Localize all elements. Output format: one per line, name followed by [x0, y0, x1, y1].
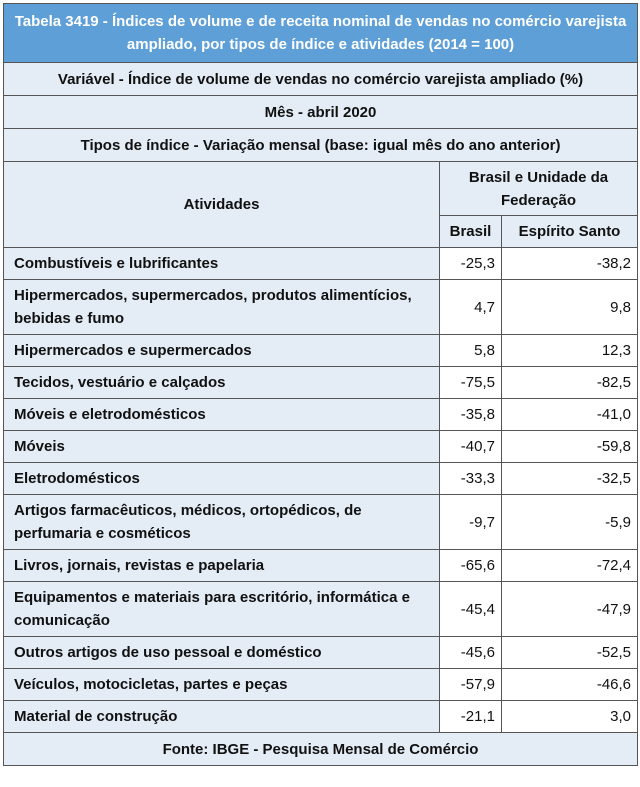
activities-header: Atividades [4, 162, 440, 248]
activity-label: Veículos, motocicletas, partes e peças [4, 669, 440, 701]
table-row [4, 367, 638, 399]
activity-label: Hipermercados, supermercados, produtos alimentícios, bebidas e fumo [4, 280, 440, 335]
espirito-santo-header: Espírito Santo [502, 216, 638, 248]
data-table [3, 3, 638, 766]
espirito-santo-value: -59,8 [502, 431, 638, 463]
espirito-santo-value: -5,9 [502, 495, 638, 550]
table-row [4, 669, 638, 701]
brasil-value: -21,1 [440, 701, 502, 733]
espirito-santo-value: -82,5 [502, 367, 638, 399]
espirito-santo-value: -46,6 [502, 669, 638, 701]
brasil-value: -45,4 [440, 582, 502, 637]
table-row [4, 637, 638, 669]
brasil-value: -35,8 [440, 399, 502, 431]
table-row [4, 582, 638, 637]
brasil-value: -65,6 [440, 550, 502, 582]
table-row [4, 463, 638, 495]
variable-label: Variável - Índice de volume de vendas no comércio varejista ampliado (%) [4, 63, 638, 96]
brasil-value: -40,7 [440, 431, 502, 463]
espirito-santo-value: -52,5 [502, 637, 638, 669]
brasil-value: -9,7 [440, 495, 502, 550]
activity-label: Hipermercados e supermercados [4, 335, 440, 367]
table-row [4, 495, 638, 550]
activity-label: Outros artigos de uso pessoal e doméstico [4, 637, 440, 669]
brasil-header: Brasil [440, 216, 502, 248]
activity-label: Material de construção [4, 701, 440, 733]
table-row [4, 399, 638, 431]
brasil-value: -57,9 [440, 669, 502, 701]
table-row [4, 335, 638, 367]
table-row [4, 280, 638, 335]
brasil-value: -45,6 [440, 637, 502, 669]
source-note: Fonte: IBGE - Pesquisa Mensal de Comércio [4, 733, 638, 766]
activity-label: Combustíveis e lubrificantes [4, 248, 440, 280]
brasil-value: 5,8 [440, 335, 502, 367]
brasil-value: -33,3 [440, 463, 502, 495]
table-row [4, 701, 638, 733]
activity-label: Livros, jornais, revistas e papelaria [4, 550, 440, 582]
activity-label: Eletrodomésticos [4, 463, 440, 495]
activity-label: Móveis e eletrodomésticos [4, 399, 440, 431]
activity-label: Tecidos, vestuário e calçados [4, 367, 440, 399]
espirito-santo-value: -41,0 [502, 399, 638, 431]
espirito-santo-value: 3,0 [502, 701, 638, 733]
activity-label: Móveis [4, 431, 440, 463]
index-type-label: Tipos de índice - Variação mensal (base: igual mês do ano anterior) [4, 129, 638, 162]
espirito-santo-value: -32,5 [502, 463, 638, 495]
espirito-santo-value: -47,9 [502, 582, 638, 637]
espirito-santo-value: -38,2 [502, 248, 638, 280]
espirito-santo-value: -72,4 [502, 550, 638, 582]
region-group-header: Brasil e Unidade da Federação [440, 162, 638, 216]
table-row [4, 550, 638, 582]
month-label: Mês - abril 2020 [4, 96, 638, 129]
brasil-value: -25,3 [440, 248, 502, 280]
activity-label: Artigos farmacêuticos, médicos, ortopédicos, de perfumaria e cosméticos [4, 495, 440, 550]
activity-label: Equipamentos e materiais para escritório, informática e comunicação [4, 582, 440, 637]
espirito-santo-value: 9,8 [502, 280, 638, 335]
table-row [4, 431, 638, 463]
brasil-value: -75,5 [440, 367, 502, 399]
espirito-santo-value: 12,3 [502, 335, 638, 367]
table-title: Tabela 3419 - Índices de volume e de receita nominal de vendas no comércio varejista ampliado, por tipos de índice e atividades (2014 = 100) [4, 4, 638, 63]
table-row [4, 248, 638, 280]
brasil-value: 4,7 [440, 280, 502, 335]
